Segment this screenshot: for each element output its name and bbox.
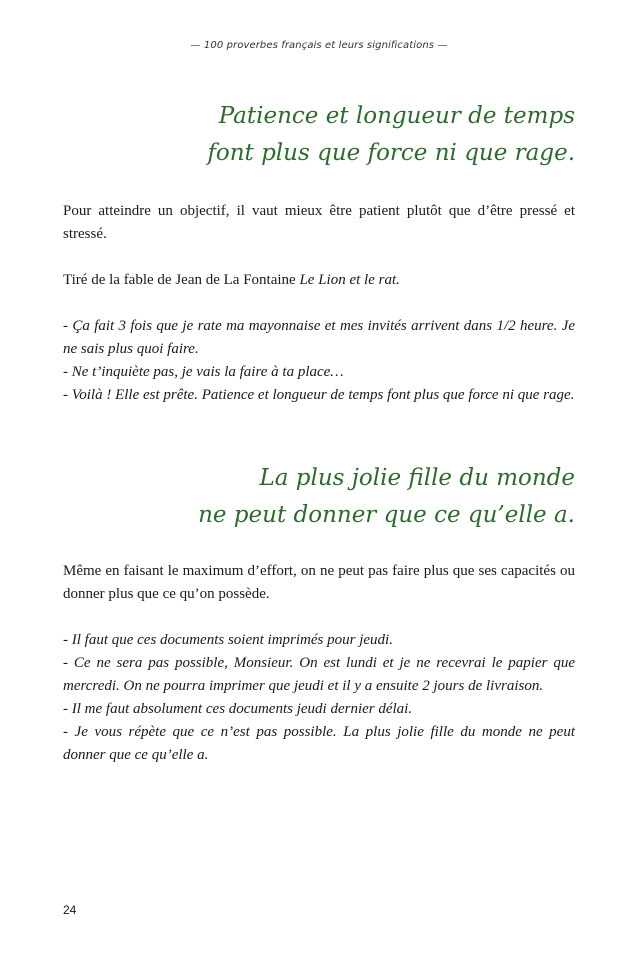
proverb-title xyxy=(135,98,575,172)
proverb-meaning: Même en faisant le maximum d’effort, on ne peut pas faire plus que ses capacités ou donner plus que ce qu’on possède. xyxy=(63,563,575,602)
source-work-title: Le Lion et le rat. xyxy=(299,272,400,288)
running-header: — 100 proverbes français et leurs significations — xyxy=(190,40,448,51)
proverb-body xyxy=(63,200,575,407)
proverb-title-line: ne peut donner que ce qu’elle a. xyxy=(198,502,575,528)
proverb-source xyxy=(63,269,575,292)
page-number: 24 xyxy=(63,903,77,917)
proverb-title-line: La plus jolie fille du monde xyxy=(259,465,575,491)
proverb-title-line: font plus que force ni que rage. xyxy=(207,140,575,166)
dialogue-line: - Ce ne sera pas possible, Monsieur. On est lundi et je ne recevrai le papier que mercredi. On ne pourra imprimer que jeudi et il y a ensuite 2 jours de livraison. xyxy=(63,655,575,694)
dialogue-line: - Ne t’inquiète pas, je vais la faire à ta place… xyxy=(63,364,344,380)
dialogue-line: - Voilà ! Elle est prête. Patience et longueur de temps font plus que force ni que rage. xyxy=(63,387,575,403)
proverb-body xyxy=(63,560,575,767)
dialogue-line: - Il faut que ces documents soient imprimés pour jeudi. xyxy=(63,632,393,648)
dialogue-line: - Je vous répète que ce n’est pas possible. La plus jolie fille du monde ne peut donner que ce qu’elle a. xyxy=(63,724,575,763)
proverb-title xyxy=(135,460,575,534)
proverb-meaning: Pour atteindre un objectif, il vaut mieux être patient plutôt que d’être pressé et stressé. xyxy=(63,203,575,242)
source-text: Tiré de la fable de Jean de La Fontaine xyxy=(63,272,300,288)
dialogue-block xyxy=(63,315,575,407)
dialogue-line: - Ça fait 3 fois que je rate ma mayonnaise et mes invités arrivent dans 1/2 heure. Je ne sais plus quoi faire. xyxy=(63,318,575,357)
proverb-title-line: Patience et longueur de temps xyxy=(218,103,575,129)
dialogue-block xyxy=(63,629,575,767)
dialogue-line: - Il me faut absolument ces documents jeudi dernier délai. xyxy=(63,701,413,717)
